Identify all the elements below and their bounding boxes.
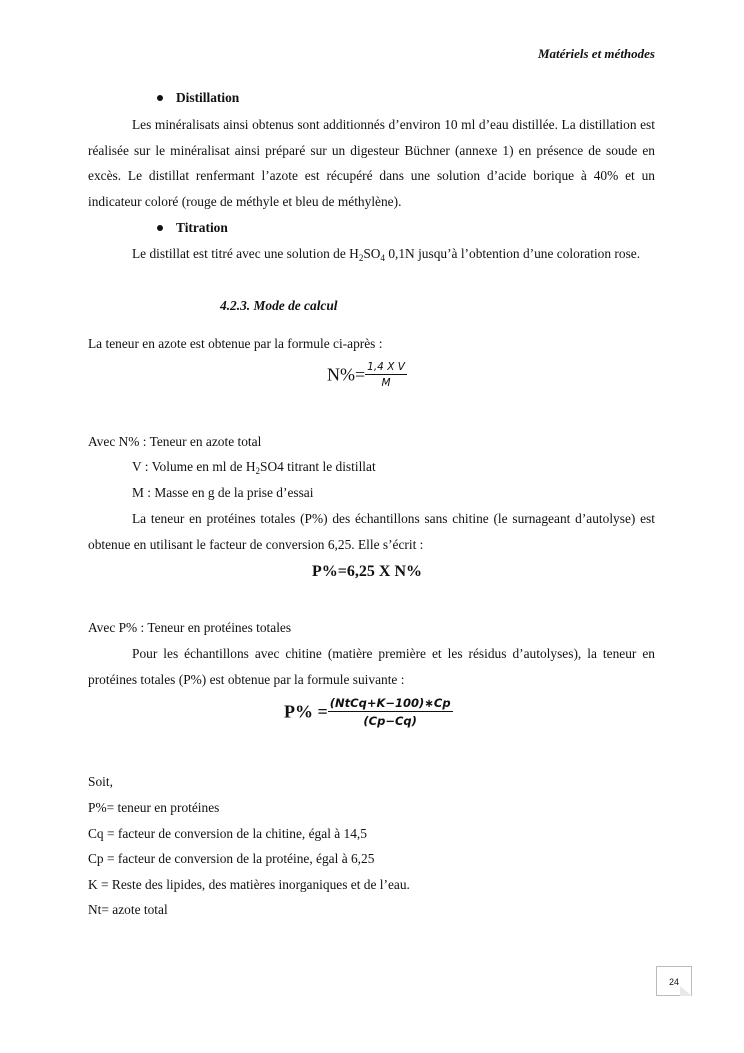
distillation-heading: Distillation — [157, 90, 239, 106]
protein-formula: P%=6,25 X N% — [312, 563, 422, 580]
titration-paragraph: Le distillat est titré avec une solution de $H_2SO_4$ 0,1N jusqu’à l’obtention d’une coloration rose. — [132, 246, 641, 263]
section-title: 4.2.3. Mode de calcul — [220, 298, 338, 313]
nitrogen-formula: N%= $\frac{\text{1,4 X V}}{M}$ — [327, 361, 405, 389]
page-corner-fold-icon — [680, 986, 692, 996]
nitrogen-fraction: $\frac{\text{1,4 X V}}{M}$ — [367, 361, 405, 389]
titration-heading: Titration — [157, 220, 228, 236]
chitin-protein-formula: P% = $\frac{\text{(NtCq+K−100)∗Cp}}{(Cp-Cq)}$ — [284, 696, 451, 728]
definition-item: Cp = facteur de conversion de la protéine, égal à 6,25 — [88, 851, 375, 866]
proteins-no-chitin-paragraph: La teneur en protéines totales (P%) des échantillons sans chitine (le surnageant d’autolyse) est obtenue en utilisant le facteur de conversion 6,25. Elle s’écrit : — [88, 511, 655, 552]
nitrogen-intro: La teneur en azote est obtenue par la formule ci-après : — [88, 336, 383, 351]
proteins-with-chitin-paragraph: Pour les échantillons avec chitine (matière première et les résidus d’autolyses), la teneur en protéines totales (P%) est obtenue par la formule suivante : — [88, 646, 655, 687]
nitrogen-avec-line: Avec N% : Teneur en azote total — [88, 434, 262, 449]
nitrogen-v-definition: V : Volume en ml de $H_2SO4$ titrant le distillat — [132, 459, 376, 476]
distillation-paragraph: Les minéralisats ainsi obtenus sont additionnés d’environ 10 ml d’eau distillée. La distillation est réalisée sur le minéralisat ainsi préparé sur un digesteur Büchner (annexe 1) en présence de soude en excès. Le distillat renfermant l’azote est récupéré dans une solution d’acide borique à 40% et un indicateur coloré (rouge de méthyle et bleu de méthylène). — [88, 117, 655, 209]
bullet-icon — [157, 95, 163, 101]
chitin-protein-fraction: $\frac{\text{(NtCq+K−100)∗Cp}}{(Cp-Cq)}$ — [329, 696, 451, 728]
definition-item: P%= teneur en protéines — [88, 800, 220, 815]
proteins-avec-line: Avec P% : Teneur en protéines totales — [88, 620, 292, 635]
definition-item: Cq = facteur de conversion de la chitine, égal à 14,5 — [88, 826, 367, 841]
nitrogen-m-definition: M : Masse en g de la prise d’essai — [132, 485, 314, 500]
page-number: 24 — [656, 966, 692, 996]
bullet-icon — [157, 225, 163, 231]
running-header: Matériels et méthodes — [538, 46, 655, 61]
soit-label: Soit, — [88, 774, 113, 789]
definition-item: Nt= azote total — [88, 902, 168, 917]
definition-item: K = Reste des lipides, des matières inorganiques et de l’eau. — [88, 877, 410, 892]
